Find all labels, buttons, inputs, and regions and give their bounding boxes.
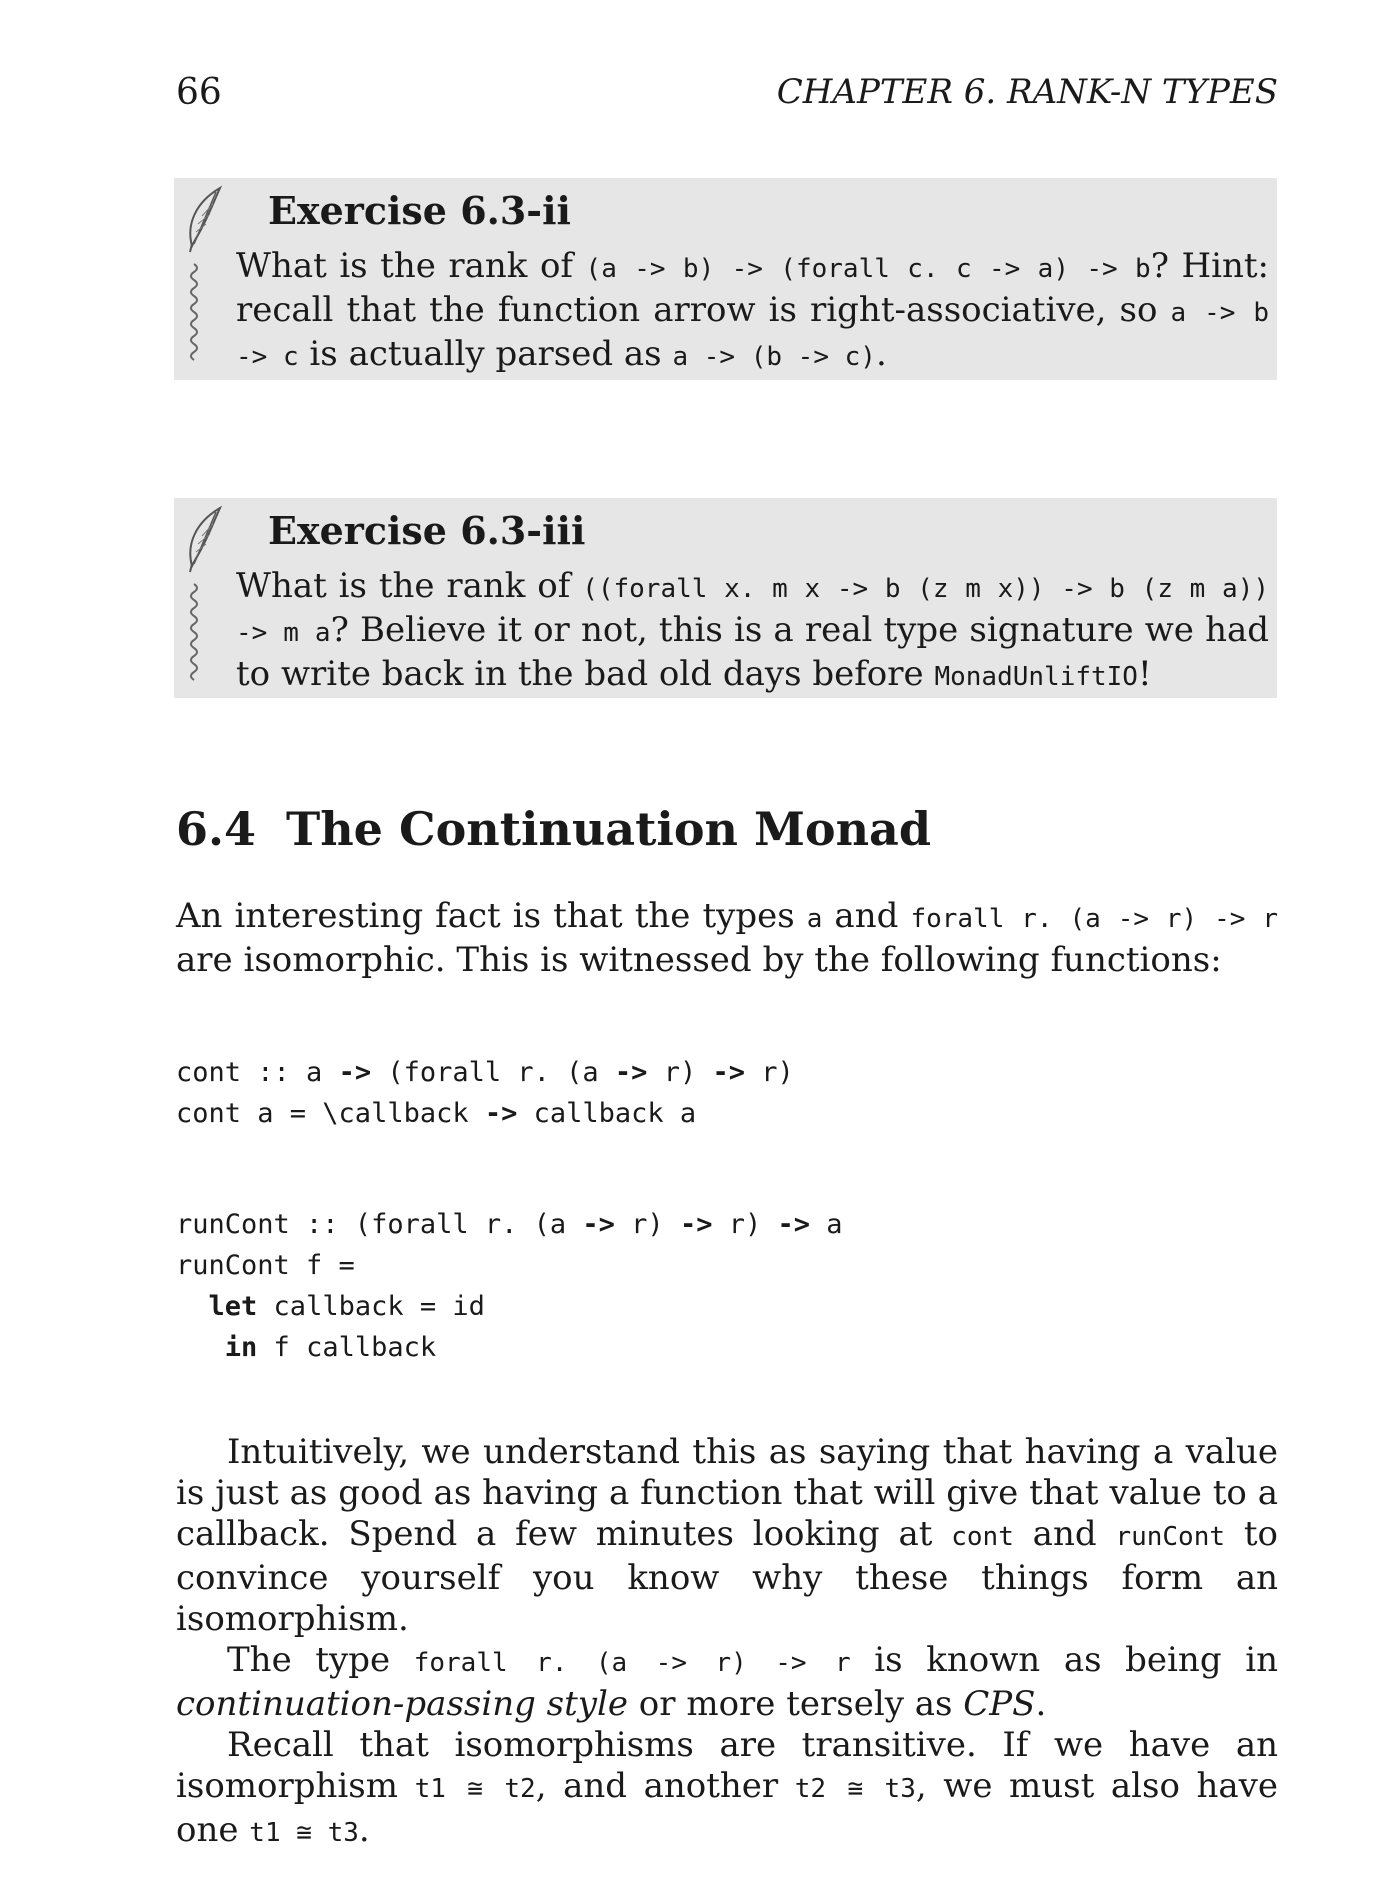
chapter-title: CHAPTER 6. RANK-N TYPES [776,72,1278,112]
emphasis: CPS [963,1684,1036,1724]
exercise-text: What is the rank of ((forall x. m x -> b (z m x)) -> b (z m a)) -> m a? Believe it or not, this is a real type signature we had to write back in the bad old days before MonadUnliftIO! [236,566,1270,694]
exercise-title: Exercise 6.3-iii [268,508,586,553]
exercise-box [174,498,1277,698]
section-number: 6.4 [176,802,257,856]
exercise-box [174,178,1277,380]
inline-code: cont [951,1522,1014,1552]
exercise-text: What is the rank of (a -> b) -> (forall c. c -> a) -> b? Hint: recall that the function arrow is right-associative, so a -> b -> c is actually parsed as a -> (b -> c). [236,246,1270,374]
inline-code: forall r. (a -> r) -> r [910,904,1278,934]
inline-code: a -> (b -> c) [672,342,876,372]
paragraph: Recall that isomorphisms are transitive. If we have an isomorphism t1 ≅ t2, and another t2 ≅ t3, we must also have one t1 ≅ t3. [176,1725,1279,1850]
paragraph: The type forall r. (a -> r) -> r is known as being in continuation-passing style or more tersely as CPS. [176,1640,1278,1724]
inline-code: t2 ≅ t3 [794,1774,916,1804]
inline-code: a -> b -> c [236,298,1269,372]
code-block-cont: cont :: a -> (forall r. (a -> r) -> r) cont a = \callback -> callback a [176,1057,794,1129]
quill-icon [182,504,224,704]
code-block-runcont: runCont :: (forall r. (a -> r) -> r) -> a runCont f = let callback = id in f callback [176,1209,843,1363]
inline-code: MonadUnliftIO [934,662,1138,692]
paragraph: Intuitively, we understand this as saying that having a value is just as good as having a function that will give that value to a callback. Spend a few minutes looking at cont and runCont to convince yourself you know why these things form an isomorphism. [176,1432,1278,1639]
inline-code: forall r. (a -> r) -> r [413,1648,851,1678]
inline-code: (a -> b) -> (forall c. c -> a) -> b [585,254,1151,284]
section-title: The Continuation Monad [286,802,931,856]
quill-icon [182,184,224,384]
emphasis: continuation-passing style [176,1684,628,1724]
inline-code: t1 ≅ t3 [249,1818,359,1848]
inline-code: a [806,904,823,934]
page-header [176,72,1278,122]
page-number: 66 [176,72,222,113]
inline-code: t1 ≅ t2 [414,1774,536,1804]
intro-paragraph: An interesting fact is that the types a and forall r. (a -> r) -> r are isomorphic. This is witnessed by the following functions: [176,896,1278,980]
inline-code: ((forall x. m x -> b (z m x)) -> b (z m a)) -> m a [236,574,1270,648]
body-text [176,1432,1278,1854]
exercise-title: Exercise 6.3-ii [268,188,571,233]
section-heading [176,802,931,856]
inline-code: runCont [1115,1522,1226,1552]
